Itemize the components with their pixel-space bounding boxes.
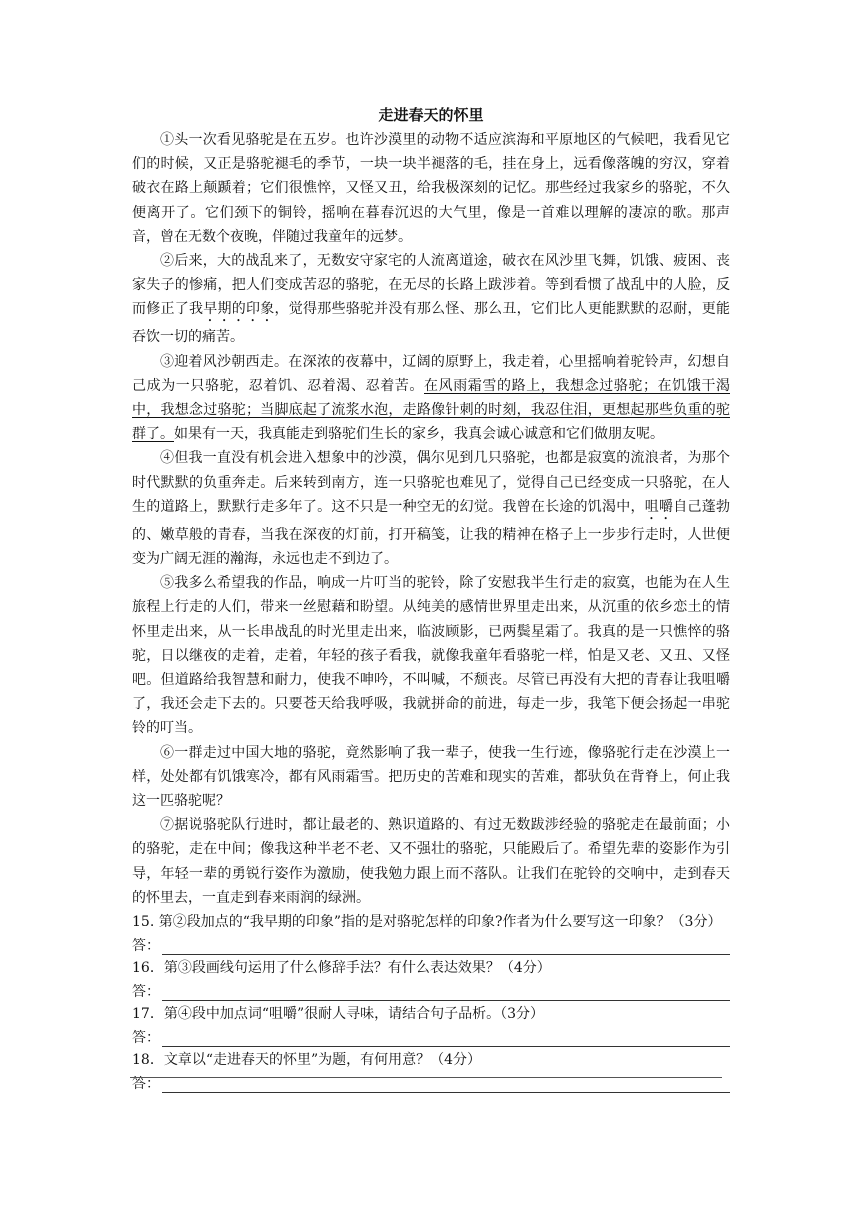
paragraph-2-text-b: ，觉得那些骆驼并没有那么怪、那么丑，它们比人更能默默的忍耐，更能吞饮一切的痛苦。 xyxy=(132,301,731,346)
answer-line-15[interactable] xyxy=(162,938,730,955)
answer-line-18[interactable] xyxy=(162,1076,730,1093)
paragraph-7: ⑦据说骆驼队行进时，都让最老的、熟识道路的、有过无数跋涉经验的骆驼走在最前面；小的骆驼，走在中间；像我这种半老不老、又不强壮的骆驼，只能殿后了。希望先辈的姿影作为引导，年轻一辈的勇锐行姿作为激励，使我勉力跟上而不落队。让我们在驼铃的交响中，走到春天的怀里去，一直走到春来雨润的绿洲。 xyxy=(132,817,730,906)
dotted-word-chew: 咀嚼 xyxy=(644,498,674,515)
paragraph-4 xyxy=(132,446,730,571)
answer-row-17 xyxy=(132,1025,730,1047)
question-15: 15. 第②段加点的“我早期的印象”指的是对骆驼怎样的印象?作者为什么要写这一印象？（3分） xyxy=(132,914,722,931)
answer-line-16[interactable] xyxy=(162,984,730,1001)
question-18: 18．文章以“走进春天的怀里”为题，有何用意？（4分） xyxy=(132,1052,482,1069)
dotted-phrase-early-impression: 早期的印象 xyxy=(203,301,275,318)
paragraph-3-text-a: ③迎着风沙朝西走。在深浓的夜幕中，辽阔的原野上，我走着，心里摇响着驼铃声，幻想自己成为一只骆驼，忍着饥、忍着渴、忍着苦。 xyxy=(132,353,730,394)
paragraph-4-text-b: 自己蓬勃的、嫩草般的青春，当我在深夜的灯前，打开稿笺，让我的精神在格子上一步步行走时，人世便变为广阔无涯的瀚海，永远也走不到边了。 xyxy=(132,498,731,568)
answer-line-17[interactable] xyxy=(162,1030,730,1047)
paragraph-2 xyxy=(132,249,730,350)
underlined-sentence: 在风雨霜雪的路上，我想念过骆驼；在饥饿干渴中，我想念过骆驼；当脚底起了流浆水泡，走路像针刺的时刻，我忍住泪，更想起那些负重的驼群了。 xyxy=(132,377,730,443)
question-17: 17．第④段中加点词“咀嚼”很耐人寻味，请结合句子品析。（3分） xyxy=(132,1006,545,1023)
questions-section xyxy=(132,911,730,1093)
answer-row-16 xyxy=(132,979,730,1001)
paragraph-4-text-a: ④但我一直没有机会进入想象中的沙漠，偶尔见到几只骆驼，也都是寂寞的流浪者，为那个时代默默的负重奔走。后来转到南方，连一只骆驼也难见了，觉得自己已经变成一只骆驼，在人生的道路上，默默行走多年了。这不只是一种空无的幻觉。我曾在长途的饥渴中， xyxy=(132,450,730,515)
exam-page xyxy=(132,104,730,1095)
answer-label: 答： xyxy=(132,984,160,1001)
paragraph-5: ⑤我多么希望我的作品，响成一片叮当的驼铃，除了安慰我半生行走的寂寞，也能为在人生旅程上行走的人们，带来一丝慰藉和盼望。从纯美的感情世界里走出来，从沉重的依乡恋土的情怀里走出来，从一长串战乱的时光里走出来，临波顾影，已两鬓星霜了。我真的是一只憔悴的骆驼，日以继夜的走着，走着，年轻的孩子看我，就像我童年看骆驼一样，怕是又老、又丑、又怪吧。但道路给我智慧和耐力，使我不呻吟，不叫喊，不颓丧。尽管已再没有大把的青春让我咀嚼了，我还会走下去的。只要苍天给我呼吸，我就拼命的前进，每走一步，我笔下便会扬起一串驼铃的叮当。 xyxy=(132,575,730,737)
answer-label: 答： xyxy=(132,1030,160,1047)
paragraph-3 xyxy=(132,350,730,447)
answer-row-15 xyxy=(132,933,730,955)
article-title: 走进春天的怀里 xyxy=(378,106,484,124)
paragraph-6: ⑥一群走过中国大地的骆驼，竟然影响了我一辈子，使我一生行迹，像骆驼行走在沙漠上一样，处处都有饥饿寒冷，都有风雨霜雪。把历史的苦难和现实的苦难，都驮负在背脊上，何止我这一匹骆驼呢？ xyxy=(132,744,730,810)
bottom-divider xyxy=(130,1077,722,1078)
paragraph-3-text-b: 如果有一天，我真能走到骆驼们生长的家乡，我真会诚心诚意和它们做朋友呢。 xyxy=(174,426,664,443)
paragraph-1: ①头一次看见骆驼是在五岁。也许沙漠里的动物不适应滨海和平原地区的气候吧，我看见它们的时候，又正是骆驼褪毛的季节，一块一块半褪落的毛，挂在身上，远看像落魄的穷汉，穿着破衣在路上颠踬着；它们很憔悴，又怪又丑，给我极深刻的记忆。那些经过我家乡的骆驼，不久便离开了。它们颈下的铜铃，摇响在暮春沉迟的大气里，像是一首难以理解的凄凉的歌。那声音，曾在无数个夜晚，伴随过我童年的远梦。 xyxy=(132,132,730,245)
answer-label: 答： xyxy=(132,938,160,955)
paragraph-2-text-a: ②后来，大的战乱来了，无数安守家宅的人流离道途，破衣在风沙里飞舞，饥饿、疲困、丧家失子的惨痛，把人们变成苦忍的骆驼，在无尽的长路上跋涉着。等到看惯了战乱中的人脸，反而修正了我 xyxy=(132,253,730,318)
answer-row-18 xyxy=(132,1071,730,1093)
answer-label: 答： xyxy=(132,1076,160,1093)
question-16: 16．第③段画线句运用了什么修辞手法？有什么表达效果？（4分） xyxy=(132,960,551,977)
